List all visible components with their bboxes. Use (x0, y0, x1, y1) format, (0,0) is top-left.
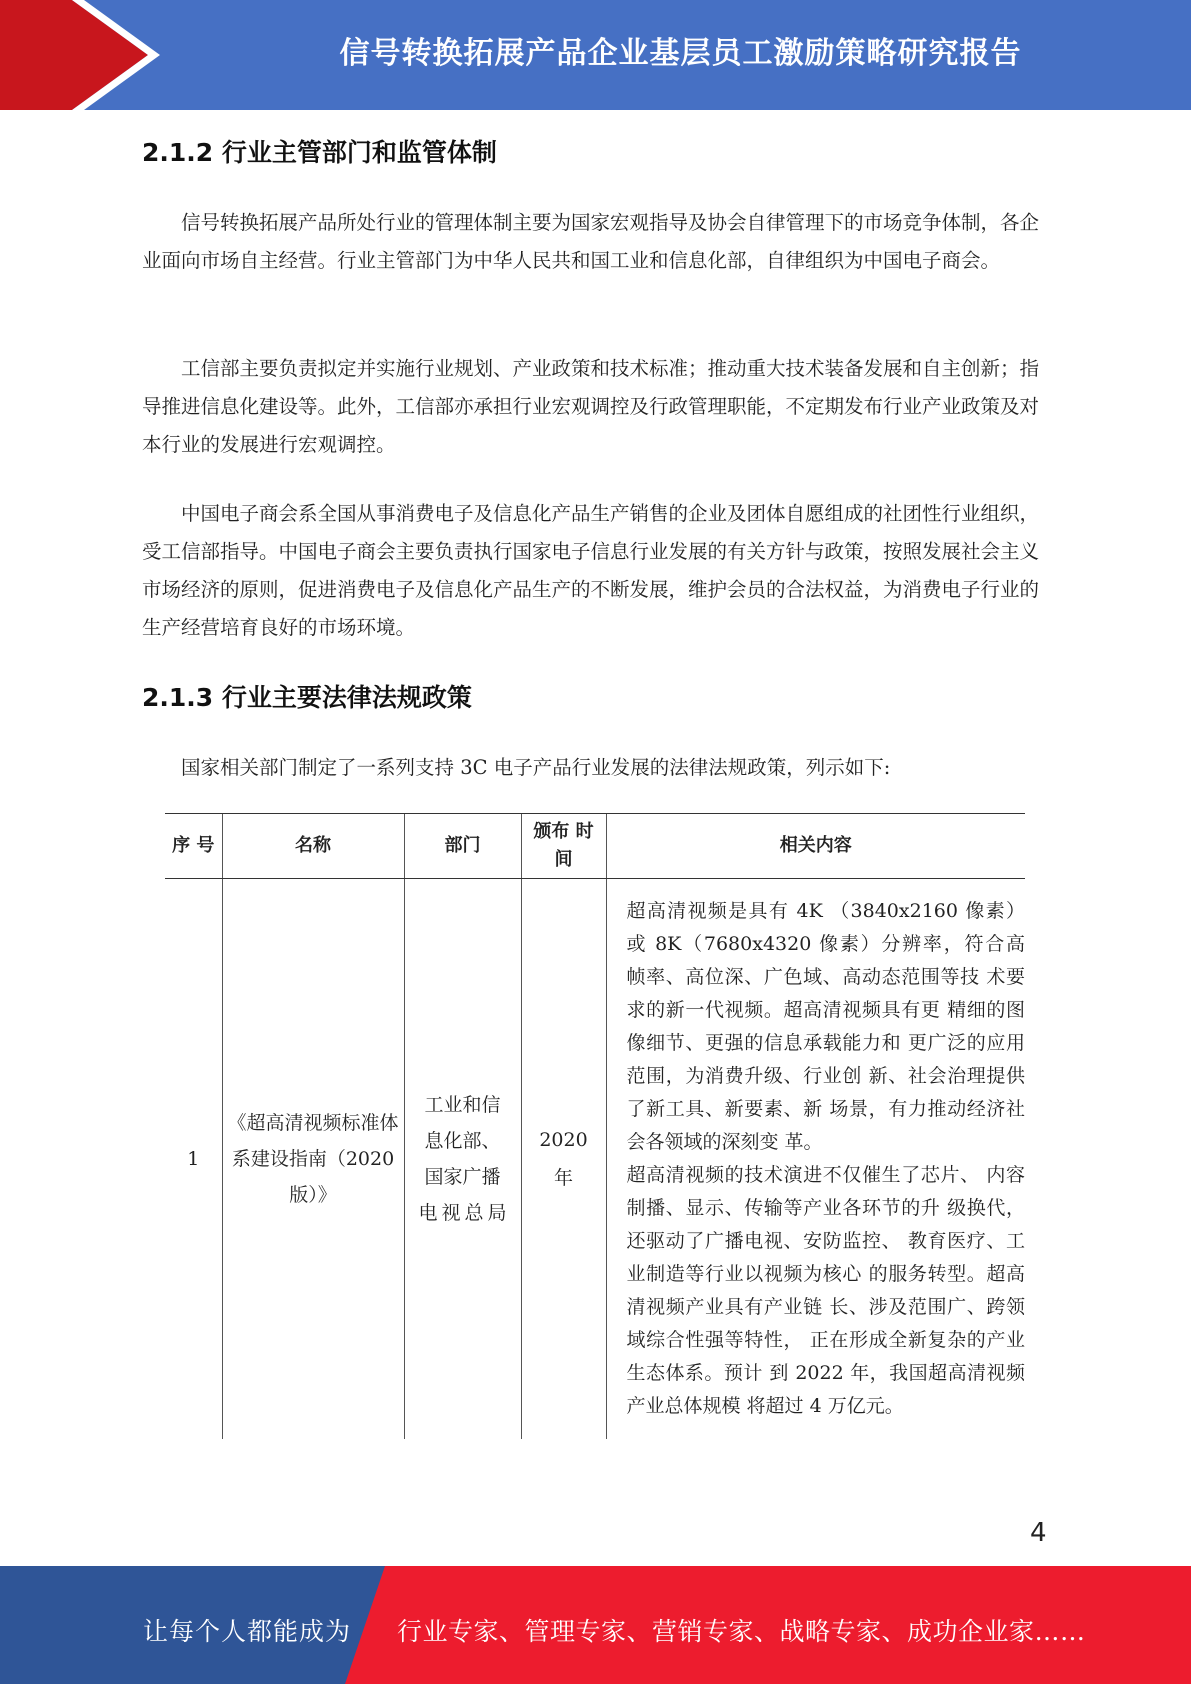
cell-date-year: 2020 (539, 1129, 588, 1151)
paragraph: 信号转换拓展产品所处行业的管理体制主要为国家宏观指导及协会自律管理下的市场竞争体制，各企业面向市场自主经营。行业主管部门为中华人民共和国工业和信息化部，自律组织为中国电子商会。 (142, 211, 1040, 272)
paragraph: 中国电子商会系全国从事消费电子及信息化产品生产销售的企业及团体自愿组成的社团性行业组织，受工信部指导。中国电子商会主要负责执行国家电子信息行业发展的有关方针与政策，按照发展社会主义市场经济的原则，促进消费电子及信息化产品生产的不断发展，维护会员的合法权益，为消费电子行业的生产经营培育良好的市场环境。 (142, 502, 1040, 639)
table-row (165, 879, 1025, 1440)
cell-date (521, 879, 606, 1440)
section-heading-2-1-2: 2.1.2 行业主管部门和监管体制 (142, 138, 497, 167)
content-paragraph: 超高清视频是具有 4K （3840x2160 像素）或 8K（7680x4320 像素）分辨率，符合高 帧率、高位深、广色域、高动态范围等技 术要求的新一代视频。超高清视频具有更 精细的图像细节、更强的信息承载能力和 更广泛的应用范围，为消费升级、行业创 新、社会治理提供了新工具、新要素、新 场景，有力推动经济社会各领域的深刻变 革。 (626, 900, 1025, 1153)
header-arrow-decoration (0, 0, 160, 110)
footer-slogan-left: 让每个人都能成为 (143, 1617, 352, 1646)
cell-number: 1 (187, 1148, 200, 1170)
cell-name: 《超高清视频标准体系建设指南（2020 版）》 (222, 879, 404, 1440)
column-header-date: 颁布 时间 (521, 814, 606, 879)
cell-date-unit: 年 (553, 1167, 573, 1189)
regulations-table (165, 813, 1025, 1439)
page-header (0, 0, 1191, 110)
column-header-dept: 部门 (404, 814, 521, 879)
intro-paragraph: 国家相关部门制定了一系列支持 3C 电子产品行业发展的法律法规政策，列示如下: (181, 756, 891, 779)
cell-department: 工业和信息化部、国家广播电视总局 (404, 879, 521, 1440)
cell-content (606, 879, 1025, 1440)
paragraph: 工信部主要负责拟定并实施行业规划、产业政策和技术标准；推动重大技术装备发展和自主创新；指导推进信息化建设等。此外，工信部亦承担行业宏观调控及行政管理职能，不定期发布行业产业政策及对本行业的发展进行宏观调控。 (142, 357, 1040, 456)
column-header-name: 名称 (222, 814, 404, 879)
content-paragraph: 超高清视频的技术演进不仅催生了芯片、 内容制播、显示、传输等产业各环节的升 级换代，还驱动了广播电视、安防监控、 教育医疗、工业制造等行业以视频为核心 的服务转型。超高清视频产业具有产业链 长、涉及范围广、跨领域综合性强等特性， 正在形成全新复杂的产业生态体系。预计 到 2022 年，我国超高清视频产业总体规模 将超过 4 万亿元。 (626, 1164, 1025, 1417)
footer-slogan-right: 行业专家、管理专家、营销专家、战略专家、成功企业家…… (397, 1617, 1086, 1646)
section-heading-2-1-3: 2.1.3 行业主要法律法规政策 (142, 683, 472, 712)
column-header-no: 序 号 (165, 814, 222, 879)
page-number: 4 (1030, 1518, 1047, 1548)
report-title: 信号转换拓展产品企业基层员工激励策略研究报告 (339, 36, 1022, 71)
column-header-content: 相关内容 (606, 814, 1025, 879)
table-header-row (165, 814, 1025, 879)
